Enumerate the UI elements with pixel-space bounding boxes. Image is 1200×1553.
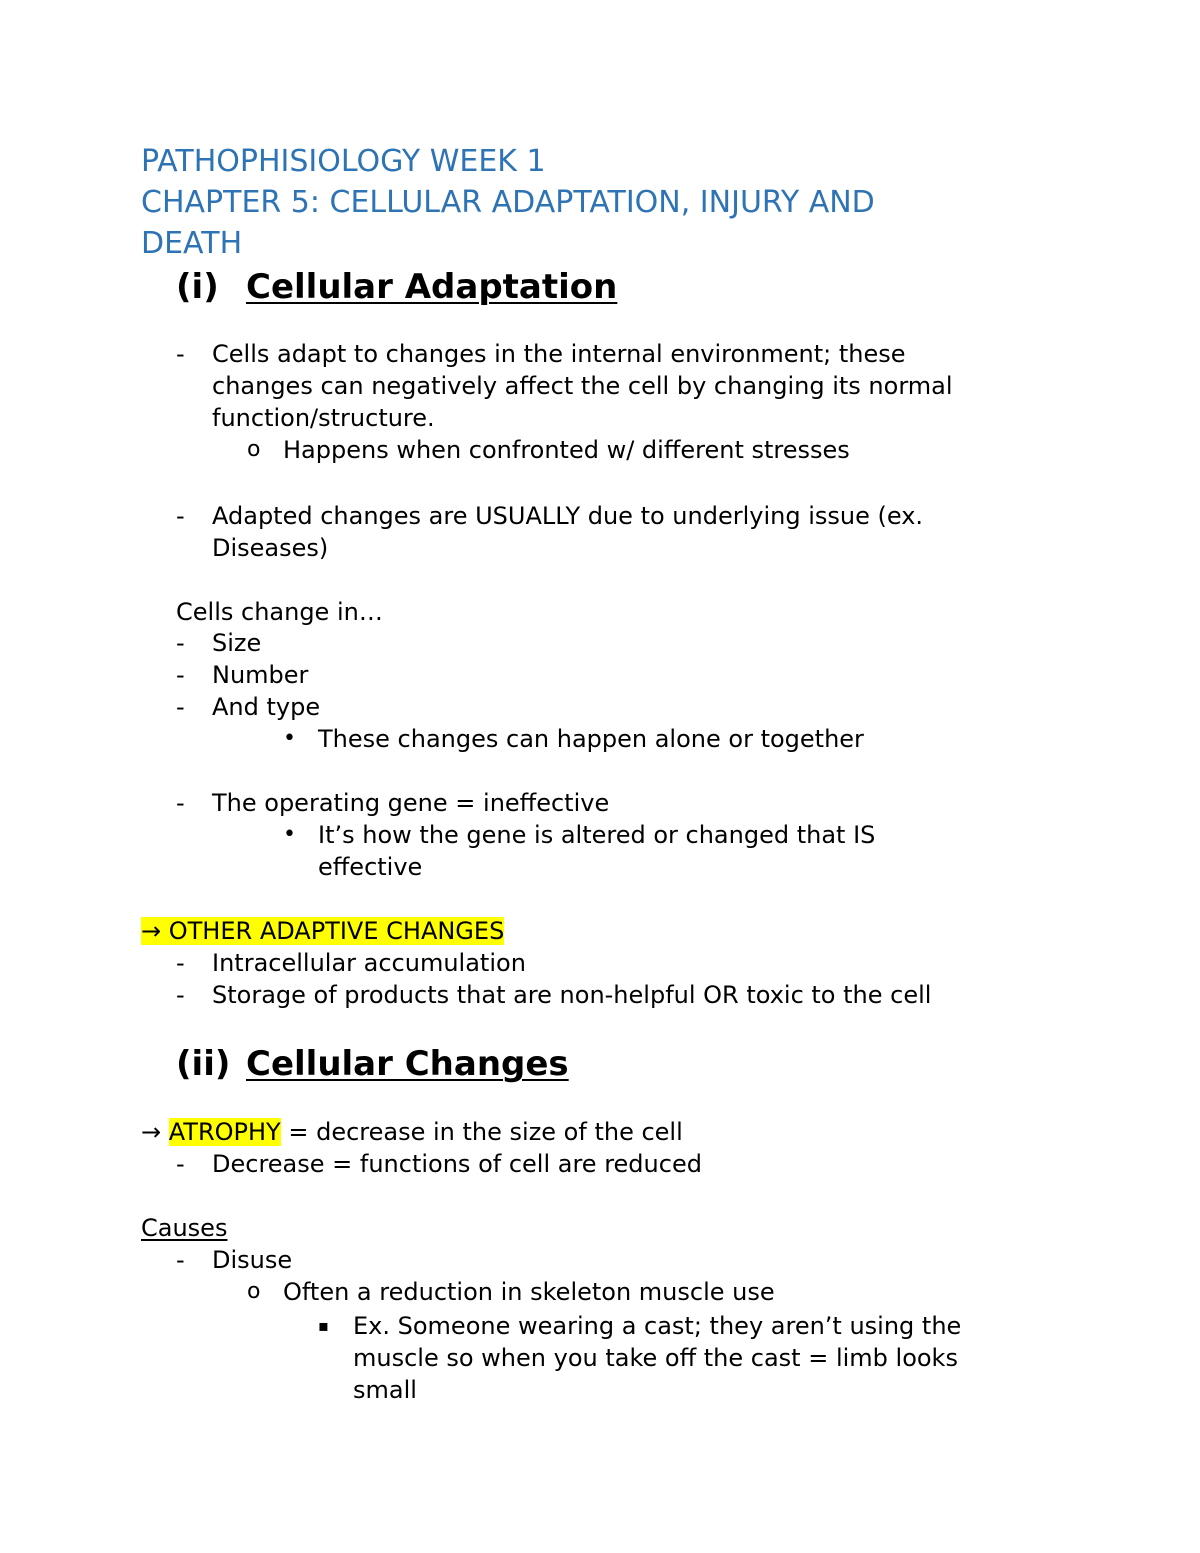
dash-bullet: -	[176, 661, 185, 689]
list-item: Storage of products that are non-helpful OR toxic to the cell	[212, 981, 932, 1009]
doc-title-line-2: CHAPTER 5: CELLULAR ADAPTATION, INJURY AND	[141, 185, 875, 220]
list-item: Number	[212, 661, 309, 689]
section-1-heading	[246, 265, 617, 309]
arrow-icon: →	[141, 917, 162, 945]
circle-bullet: o	[247, 1279, 261, 1304]
list-item: Decrease = functions of cell are reduced	[212, 1150, 702, 1178]
doc-title-line-3: DEATH	[141, 226, 243, 261]
section-1-title: Cellular Adaptation	[246, 267, 618, 307]
dot-bullet: •	[283, 726, 296, 751]
sub-bullet-text: Often a reduction in skeleton muscle use	[283, 1278, 775, 1306]
dash-bullet: -	[176, 502, 185, 530]
dash-bullet: -	[176, 340, 185, 368]
sub-sub-bullet-text: Ex. Someone wearing a cast; they aren’t using the	[353, 1312, 962, 1340]
dash-bullet: -	[176, 1246, 185, 1274]
sub-bullet-text: It’s how the gene is altered or changed that IS	[318, 821, 876, 849]
causes-heading: Causes	[141, 1214, 228, 1242]
circle-bullet: o	[247, 437, 261, 462]
paragraph-line: Cells adapt to changes in the internal environment; these	[212, 340, 906, 368]
sub-sub-bullet-text: muscle so when you take off the cast = limb looks	[353, 1344, 958, 1372]
dash-bullet: -	[176, 981, 185, 1009]
section-1-number: (i)	[176, 267, 219, 307]
atrophy-definition-text: = decrease in the size of the cell	[280, 1118, 683, 1146]
list-item: Size	[212, 629, 262, 657]
section-2-title: Cellular Changes	[246, 1044, 569, 1084]
square-bullet: ▪	[318, 1316, 329, 1335]
sub-bullet-text: These changes can happen alone or together	[318, 725, 864, 753]
dash-bullet: -	[176, 629, 185, 657]
atrophy-term: ATROPHY	[168, 1118, 281, 1146]
arrow-icon: →	[141, 1118, 162, 1146]
doc-title-line-1: PATHOPHISIOLOGY WEEK 1	[141, 144, 546, 179]
sub-bullet-text: Happens when confronted w/ different stresses	[283, 436, 850, 464]
dash-bullet: -	[176, 693, 185, 721]
cells-change-intro: Cells change in…	[176, 598, 383, 626]
dash-bullet: -	[176, 1150, 185, 1178]
sub-bullet-text: effective	[318, 853, 423, 881]
list-item: Intracellular accumulation	[212, 949, 526, 977]
paragraph-line: The operating gene = ineffective	[212, 789, 610, 817]
list-item: And type	[212, 693, 321, 721]
other-adaptive-changes-title: OTHER ADAPTIVE CHANGES	[168, 917, 505, 945]
dot-bullet: •	[283, 822, 296, 847]
section-2-number: (ii)	[176, 1044, 231, 1084]
dash-bullet: -	[176, 949, 185, 977]
paragraph-line: changes can negatively affect the cell by changing its normal	[212, 372, 953, 400]
section-2-heading	[246, 1042, 569, 1086]
paragraph-line: function/structure.	[212, 404, 435, 432]
list-item: Disuse	[212, 1246, 293, 1274]
highlighted-heading	[141, 915, 504, 947]
sub-sub-bullet-text: small	[353, 1376, 417, 1404]
atrophy-definition	[141, 1116, 683, 1148]
dash-bullet: -	[176, 789, 185, 817]
paragraph-line: Diseases)	[212, 534, 329, 562]
paragraph-line: Adapted changes are USUALLY due to underlying issue (ex.	[212, 502, 924, 530]
